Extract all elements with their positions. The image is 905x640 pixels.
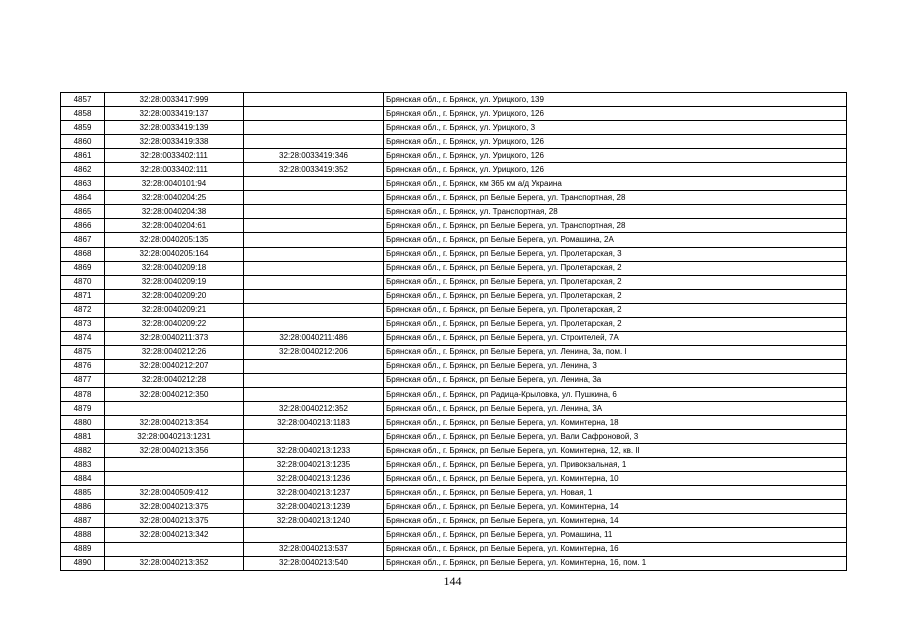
row-number-cell: 4890 xyxy=(61,556,105,570)
related-cadastral-number-cell xyxy=(244,177,384,191)
address-cell: Брянская обл., г. Брянск, рп Белые Берега, ул. Строителей, 7А xyxy=(384,331,847,345)
row-number-cell: 4888 xyxy=(61,528,105,542)
cadastral-number-cell: 32:28:0040213:375 xyxy=(105,514,244,528)
table-row xyxy=(61,261,847,275)
address-cell: Брянская обл., г. Брянск, рп Белые Берега, ул. Пролетарская, 2 xyxy=(384,289,847,303)
address-cell: Брянская обл., г. Брянск, рп Белые Берега, ул. Пролетарская, 2 xyxy=(384,261,847,275)
table-row xyxy=(61,149,847,163)
address-cell: Брянская обл., г. Брянск, ул. Урицкого, 126 xyxy=(384,107,847,121)
related-cadastral-number-cell xyxy=(244,121,384,135)
cadastral-number-cell: 32:28:0040204:25 xyxy=(105,191,244,205)
related-cadastral-number-cell: 32:28:0040213:1236 xyxy=(244,472,384,486)
related-cadastral-number-cell xyxy=(244,528,384,542)
address-cell: Брянская обл., г. Брянск, рп Белые Берега, ул. Новая, 1 xyxy=(384,486,847,500)
address-cell: Брянская обл., г. Брянск, рп Белые Берега, ул. Пролетарская, 2 xyxy=(384,317,847,331)
cadastral-number-cell: 32:28:0040209:18 xyxy=(105,261,244,275)
address-cell: Брянская обл., г. Брянск, рп Белые Берега, ул. Коминтерна, 16, пом. 1 xyxy=(384,556,847,570)
cadastral-number-cell xyxy=(105,542,244,556)
row-number-cell: 4860 xyxy=(61,135,105,149)
address-cell: Брянская обл., г. Брянск, рп Белые Берега, ул. Вали Сафроновой, 3 xyxy=(384,430,847,444)
row-number-cell: 4885 xyxy=(61,486,105,500)
cadastral-number-cell: 32:28:0033419:139 xyxy=(105,121,244,135)
related-cadastral-number-cell: 32:28:0040213:540 xyxy=(244,556,384,570)
table-row xyxy=(61,345,847,359)
cadastral-number-cell xyxy=(105,458,244,472)
cadastral-number-cell: 32:28:0040205:135 xyxy=(105,233,244,247)
address-cell: Брянская обл., г. Брянск, ул. Транспортная, 28 xyxy=(384,205,847,219)
row-number-cell: 4867 xyxy=(61,233,105,247)
cadastral-number-cell: 32:28:0040213:354 xyxy=(105,416,244,430)
table-row xyxy=(61,402,847,416)
cadastral-number-cell: 32:28:0033402:111 xyxy=(105,163,244,177)
table-row xyxy=(61,219,847,233)
related-cadastral-number-cell: 32:28:0040213:1183 xyxy=(244,416,384,430)
cadastral-number-cell: 32:28:0040213:356 xyxy=(105,444,244,458)
row-number-cell: 4870 xyxy=(61,275,105,289)
row-number-cell: 4872 xyxy=(61,303,105,317)
address-cell: Брянская обл., г. Брянск, рп Белые Берега, ул. Коминтерна, 18 xyxy=(384,416,847,430)
address-cell: Брянская обл., г. Брянск, рп Белые Берега, ул. Пролетарская, 2 xyxy=(384,275,847,289)
cadastral-number-cell xyxy=(105,402,244,416)
address-cell: Брянская обл., г. Брянск, ул. Урицкого, 3 xyxy=(384,121,847,135)
related-cadastral-number-cell: 32:28:0040213:1235 xyxy=(244,458,384,472)
address-cell: Брянская обл., г. Брянск, рп Белые Берега, ул. Коминтерна, 12, кв. II xyxy=(384,444,847,458)
row-number-cell: 4886 xyxy=(61,500,105,514)
address-cell: Брянская обл., г. Брянск, рп Белые Берега, ул. Коминтерна, 14 xyxy=(384,514,847,528)
address-cell: Брянская обл., г. Брянск, рп Белые Берега, ул. Ленина, 3 xyxy=(384,359,847,373)
cadastral-number-cell: 32:28:0040209:19 xyxy=(105,275,244,289)
cadastral-number-cell: 32:28:0040212:207 xyxy=(105,359,244,373)
table-row xyxy=(61,444,847,458)
address-cell: Брянская обл., г. Брянск, рп Белые Берега, ул. Транспортная, 28 xyxy=(384,191,847,205)
cadastral-number-cell: 32:28:0040209:22 xyxy=(105,317,244,331)
address-cell: Брянская обл., г. Брянск, рп Белые Берега, ул. Привокзальная, 1 xyxy=(384,458,847,472)
table-row xyxy=(61,205,847,219)
related-cadastral-number-cell xyxy=(244,359,384,373)
table-row xyxy=(61,317,847,331)
table-row xyxy=(61,191,847,205)
row-number-cell: 4878 xyxy=(61,387,105,401)
row-number-cell: 4858 xyxy=(61,107,105,121)
table-row xyxy=(61,233,847,247)
related-cadastral-number-cell xyxy=(244,93,384,107)
row-number-cell: 4863 xyxy=(61,177,105,191)
cadastral-number-cell: 32:28:0040212:28 xyxy=(105,373,244,387)
row-number-cell: 4877 xyxy=(61,373,105,387)
address-cell: Брянская обл., г. Брянск, км 365 км а/д Украина xyxy=(384,177,847,191)
related-cadastral-number-cell: 32:28:0040213:1233 xyxy=(244,444,384,458)
table-row xyxy=(61,528,847,542)
registry-table xyxy=(60,92,847,571)
related-cadastral-number-cell xyxy=(244,317,384,331)
table-row xyxy=(61,163,847,177)
row-number-cell: 4871 xyxy=(61,289,105,303)
related-cadastral-number-cell xyxy=(244,233,384,247)
cadastral-number-cell: 32:28:0040212:350 xyxy=(105,387,244,401)
cadastral-number-cell: 32:28:0040211:373 xyxy=(105,331,244,345)
related-cadastral-number-cell xyxy=(244,275,384,289)
table-row xyxy=(61,359,847,373)
row-number-cell: 4889 xyxy=(61,542,105,556)
cadastral-number-cell: 32:28:0040509:412 xyxy=(105,486,244,500)
cadastral-number-cell: 32:28:0040209:20 xyxy=(105,289,244,303)
related-cadastral-number-cell xyxy=(244,219,384,233)
address-cell: Брянская обл., г. Брянск, рп Белые Берега, ул. Ромашина, 2А xyxy=(384,233,847,247)
row-number-cell: 4864 xyxy=(61,191,105,205)
row-number-cell: 4873 xyxy=(61,317,105,331)
cadastral-number-cell: 32:28:0040101:94 xyxy=(105,177,244,191)
row-number-cell: 4879 xyxy=(61,402,105,416)
related-cadastral-number-cell: 32:28:0040213:1239 xyxy=(244,500,384,514)
address-cell: Брянская обл., г. Брянск, рп Белые Берега, ул. Ленина, 3а xyxy=(384,373,847,387)
address-cell: Брянская обл., г. Брянск, рп Белые Берега, ул. Ромашина, 11 xyxy=(384,528,847,542)
table-row xyxy=(61,430,847,444)
related-cadastral-number-cell xyxy=(244,303,384,317)
cadastral-number-cell: 32:28:0033402:111 xyxy=(105,149,244,163)
cadastral-number-cell: 32:28:0040204:38 xyxy=(105,205,244,219)
table-row xyxy=(61,416,847,430)
row-number-cell: 4859 xyxy=(61,121,105,135)
table-row xyxy=(61,275,847,289)
address-cell: Брянская обл., г. Брянск, рп Радица-Крыловка, ул. Пушкина, 6 xyxy=(384,387,847,401)
address-cell: Брянская обл., г. Брянск, ул. Урицкого, 139 xyxy=(384,93,847,107)
address-cell: Брянская обл., г. Брянск, рп Белые Берега, ул. Коминтерна, 14 xyxy=(384,500,847,514)
related-cadastral-number-cell xyxy=(244,387,384,401)
related-cadastral-number-cell: 32:28:0040212:352 xyxy=(244,402,384,416)
cadastral-number-cell: 32:28:0033417:999 xyxy=(105,93,244,107)
address-cell: Брянская обл., г. Брянск, рп Белые Берега, ул. Пролетарская, 3 xyxy=(384,247,847,261)
cadastral-number-cell: 32:28:0033419:338 xyxy=(105,135,244,149)
cadastral-number-cell: 32:28:0033419:137 xyxy=(105,107,244,121)
row-number-cell: 4884 xyxy=(61,472,105,486)
related-cadastral-number-cell: 32:28:0040211:486 xyxy=(244,331,384,345)
related-cadastral-number-cell xyxy=(244,191,384,205)
row-number-cell: 4874 xyxy=(61,331,105,345)
row-number-cell: 4857 xyxy=(61,93,105,107)
page-number: 144 xyxy=(443,574,462,588)
registry-table-body xyxy=(61,93,847,571)
table-row xyxy=(61,387,847,401)
related-cadastral-number-cell xyxy=(244,247,384,261)
table-row xyxy=(61,500,847,514)
related-cadastral-number-cell xyxy=(244,289,384,303)
row-number-cell: 4865 xyxy=(61,205,105,219)
row-number-cell: 4876 xyxy=(61,359,105,373)
table-row xyxy=(61,514,847,528)
cadastral-number-cell: 32:28:0040213:375 xyxy=(105,500,244,514)
related-cadastral-number-cell: 32:28:0040212:206 xyxy=(244,345,384,359)
related-cadastral-number-cell: 32:28:0033419:346 xyxy=(244,149,384,163)
row-number-cell: 4861 xyxy=(61,149,105,163)
table-row xyxy=(61,486,847,500)
table-row xyxy=(61,556,847,570)
cadastral-number-cell: 32:28:0040213:342 xyxy=(105,528,244,542)
cadastral-number-cell: 32:28:0040213:352 xyxy=(105,556,244,570)
table-row xyxy=(61,177,847,191)
row-number-cell: 4875 xyxy=(61,345,105,359)
related-cadastral-number-cell xyxy=(244,430,384,444)
row-number-cell: 4887 xyxy=(61,514,105,528)
table-row xyxy=(61,289,847,303)
cadastral-number-cell: 32:28:0040205:164 xyxy=(105,247,244,261)
address-cell: Брянская обл., г. Брянск, ул. Урицкого, 126 xyxy=(384,149,847,163)
row-number-cell: 4883 xyxy=(61,458,105,472)
address-cell: Брянская обл., г. Брянск, рп Белые Берега, ул. Ленина, 3а, пом. I xyxy=(384,345,847,359)
related-cadastral-number-cell: 32:28:0040213:537 xyxy=(244,542,384,556)
row-number-cell: 4868 xyxy=(61,247,105,261)
table-row xyxy=(61,93,847,107)
table-row xyxy=(61,121,847,135)
related-cadastral-number-cell xyxy=(244,107,384,121)
address-cell: Брянская обл., г. Брянск, ул. Урицкого, 126 xyxy=(384,135,847,149)
table-row xyxy=(61,135,847,149)
related-cadastral-number-cell xyxy=(244,205,384,219)
address-cell: Брянская обл., г. Брянск, рп Белые Берега, ул. Коминтерна, 10 xyxy=(384,472,847,486)
row-number-cell: 4862 xyxy=(61,163,105,177)
cadastral-number-cell: 32:28:0040209:21 xyxy=(105,303,244,317)
related-cadastral-number-cell xyxy=(244,261,384,275)
table-row xyxy=(61,331,847,345)
related-cadastral-number-cell: 32:28:0033419:352 xyxy=(244,163,384,177)
address-cell: Брянская обл., г. Брянск, рп Белые Берега, ул. Коминтерна, 16 xyxy=(384,542,847,556)
table-row xyxy=(61,373,847,387)
table-row xyxy=(61,458,847,472)
related-cadastral-number-cell xyxy=(244,135,384,149)
cadastral-number-cell xyxy=(105,472,244,486)
table-row xyxy=(61,247,847,261)
cadastral-number-cell: 32:28:0040212:26 xyxy=(105,345,244,359)
table-row xyxy=(61,107,847,121)
table-row xyxy=(61,542,847,556)
table-row xyxy=(61,472,847,486)
row-number-cell: 4881 xyxy=(61,430,105,444)
related-cadastral-number-cell: 32:28:0040213:1240 xyxy=(244,514,384,528)
address-cell: Брянская обл., г. Брянск, рп Белые Берега, ул. Пролетарская, 2 xyxy=(384,303,847,317)
cadastral-number-cell: 32:28:0040204:61 xyxy=(105,219,244,233)
related-cadastral-number-cell xyxy=(244,373,384,387)
row-number-cell: 4866 xyxy=(61,219,105,233)
table-row xyxy=(61,303,847,317)
row-number-cell: 4880 xyxy=(61,416,105,430)
address-cell: Брянская обл., г. Брянск, рп Белые Берега, ул. Транспортная, 28 xyxy=(384,219,847,233)
row-number-cell: 4882 xyxy=(61,444,105,458)
address-cell: Брянская обл., г. Брянск, рп Белые Берега, ул. Ленина, 3А xyxy=(384,402,847,416)
row-number-cell: 4869 xyxy=(61,261,105,275)
cadastral-number-cell: 32:28:0040213:1231 xyxy=(105,430,244,444)
address-cell: Брянская обл., г. Брянск, ул. Урицкого, 126 xyxy=(384,163,847,177)
related-cadastral-number-cell: 32:28:0040213:1237 xyxy=(244,486,384,500)
